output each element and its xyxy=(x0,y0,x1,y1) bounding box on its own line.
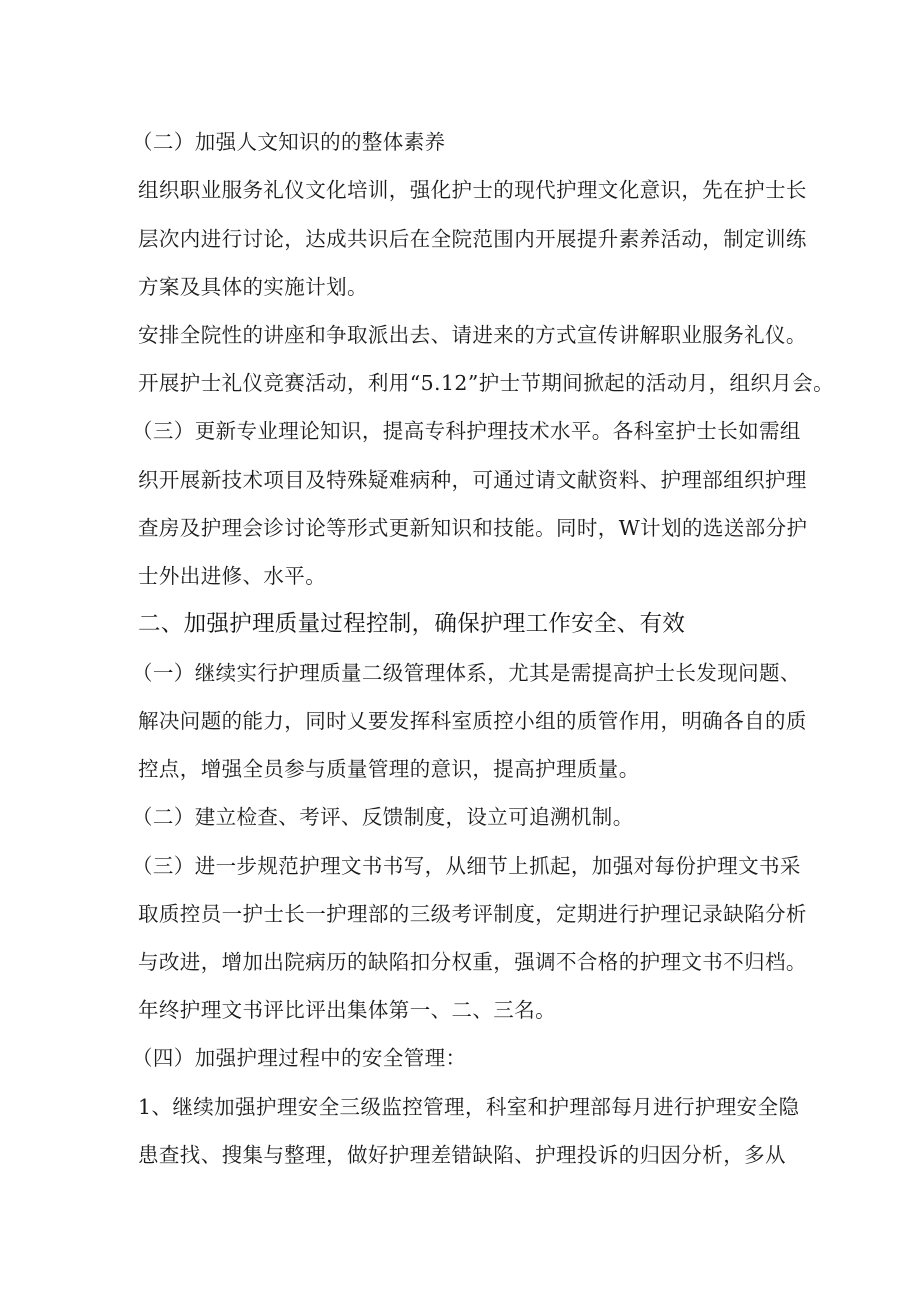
paragraph-line: 患查找、搜集与整理，做好护理差错缺陷、护理投诉的归因分析，多从 xyxy=(138,1143,786,1167)
paragraph-line: 方案及具体的实施计划。 xyxy=(138,275,368,299)
subheading-2b: （二）建立检查、考评、反馈制度，设立可追溯机制。 xyxy=(132,805,634,829)
paragraph-line: 安排全院性的讲座和争取派出去、请进来的方式宣传讲解职业服务礼仪。 xyxy=(138,323,807,347)
section-heading-2: 二、加强护理质量过程控制，确保护理工作安全、有效 xyxy=(138,611,686,637)
paragraph-line: 控点，增强全员参与质量管理的意识，提高护理质量。 xyxy=(138,757,640,781)
paragraph-line: 组织职业服务礼仪文化培训，强化护士的现代护理文化意识，先在护士长 xyxy=(138,178,807,202)
paragraph-line: 年终护理文书评比评出集体第一、二、三名。 xyxy=(138,998,556,1022)
paragraph-line: 层次内进行讨论，达成共识后在全院范围内开展提升素养活动，制定训练 xyxy=(138,227,807,251)
subheading-4: （四）加强护理过程中的安全管理： xyxy=(132,1046,467,1070)
paragraph-line: 织开展新技术项目及特殊疑难病种，可通过请文献资料、护理部组织护理 xyxy=(138,468,807,492)
subheading-2: （二）加强人文知识的的整体素养 xyxy=(132,130,446,154)
paragraph-line: 解决问题的能力，同时乂要发挥科室质控小组的质管作用，明确各自的质 xyxy=(138,709,807,733)
paragraph-line: 与改进，增加出院病历的缺陷扣分权重，强调不合格的护理文书不归档。 xyxy=(138,950,807,974)
paragraph-line: 取质控员一护士长一护理部的三级考评制度，定期进行护理记录缺陷分析 xyxy=(138,902,807,926)
subheading-3: （三）更新专业理论知识，提高专科护理技术水平。各科室护士长如需组 xyxy=(132,419,801,443)
subheading-3b: （三）进一步规范护理文书书写，从细节上抓起，加强对每份护理文书采 xyxy=(132,854,801,878)
paragraph-line: 士外出进修、水平。 xyxy=(138,564,327,588)
list-item-1: 1、继续加强护理安全三级监控管理，科室和护理部每月进行护理安全隐 xyxy=(138,1095,800,1119)
subheading-1: （一）继续实行护理质量二级管理体系，尤其是需提高护士长发现问题、 xyxy=(132,661,801,685)
paragraph-line: 查房及护理会诊讨论等形式更新知识和技能。同时，W计划的选送部分护 xyxy=(138,516,808,540)
paragraph-line: 开展护士礼仪竞赛活动，利用“5.12”护士节期间掀起的活动月，组织月会。 xyxy=(138,371,835,395)
